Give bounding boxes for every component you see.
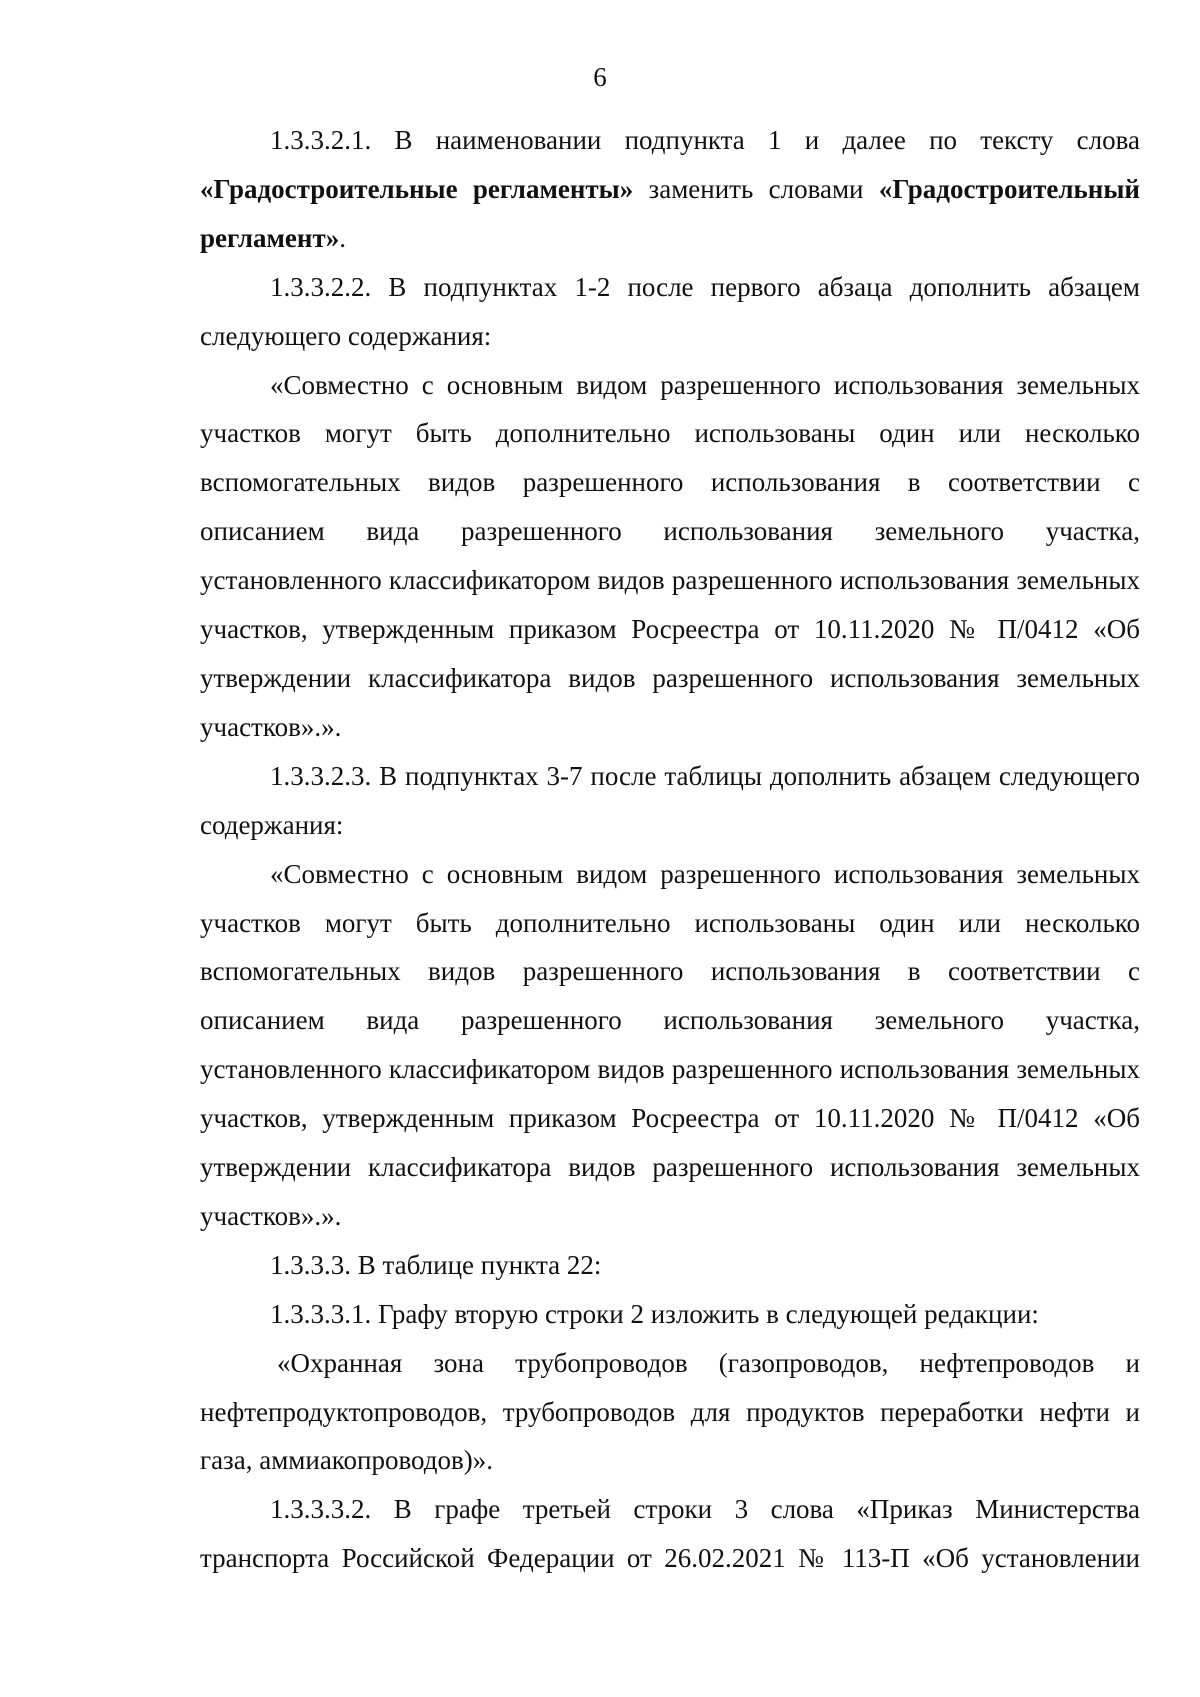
paragraph-text: заменить словами xyxy=(633,173,879,204)
paragraph-text: 1.3.3.2.1. В наименовании подпункта 1 и далее по тексту слова xyxy=(270,125,1140,155)
paragraph-1-3-3-2-3: 1.3.3.2.3. В подпунктах 3-7 после таблицы дополнить абзацем следующего содержания: xyxy=(200,760,1140,840)
paragraph-1-3-3-2-2: 1.3.3.2.2. В подпунктах 1-2 после первого абзаца дополнить абзацем следующего содержания: xyxy=(200,271,1140,351)
quoted-paragraph-2: «Совместно с основным видом разрешенного использования земельных участков могут быть дополнительно использованы один или несколько вспомогательных видов разрешенного использования в соответствии с описанием вида разрешенного использования земельного участка, установленного классификатором видов разрешенного использования земельных участков, утвержденным приказом Росреестра от 10.11.2020 № П/0412 «Об утверждении классификатора видов разрешенного использования земельных участков».». xyxy=(200,858,1140,1231)
document-body xyxy=(200,116,1140,1583)
paragraph-text: . xyxy=(339,222,346,253)
bold-phrase-old: «Градостроительные регламенты» xyxy=(200,173,634,204)
paragraph-1-3-3-3: 1.3.3.3. В таблице пункта 22: xyxy=(270,1249,602,1280)
quoted-paragraph-3: «Охранная зона трубопроводов (газопроводов, нефтепроводов и нефтепродуктопроводов, трубопроводов для продуктов переработки нефти и газа, аммиакопроводов)». xyxy=(200,1347,1140,1476)
paragraph-1-3-3-3-1: 1.3.3.3.1. Графу вторую строки 2 изложить в следующей редакции: xyxy=(270,1298,1039,1329)
bold-phrase-new: «Градостроительный регламент» xyxy=(200,173,1140,253)
quoted-paragraph-1: «Совместно с основным видом разрешенного использования земельных участков могут быть дополнительно использованы один или несколько вспомогательных видов разрешенного использования в соответствии с описанием вида разрешенного использования земельного участка, установленного классификатором видов разрешенного использования земельных участков, утвержденным приказом Росреестра от 10.11.2020 № П/0412 «Об утверждении классификатора видов разрешенного использования земельных участков».». xyxy=(200,369,1140,742)
paragraph-1-3-3-3-2: 1.3.3.3.2. В графе третьей строки 3 слова «Приказ Министерства транспорта Российской Федерации от 26.02.2021 № 113-П «Об установлении xyxy=(200,1494,1140,1574)
page-number: 6 xyxy=(593,62,607,92)
paragraph-1-3-3-2-1 xyxy=(200,116,1140,263)
